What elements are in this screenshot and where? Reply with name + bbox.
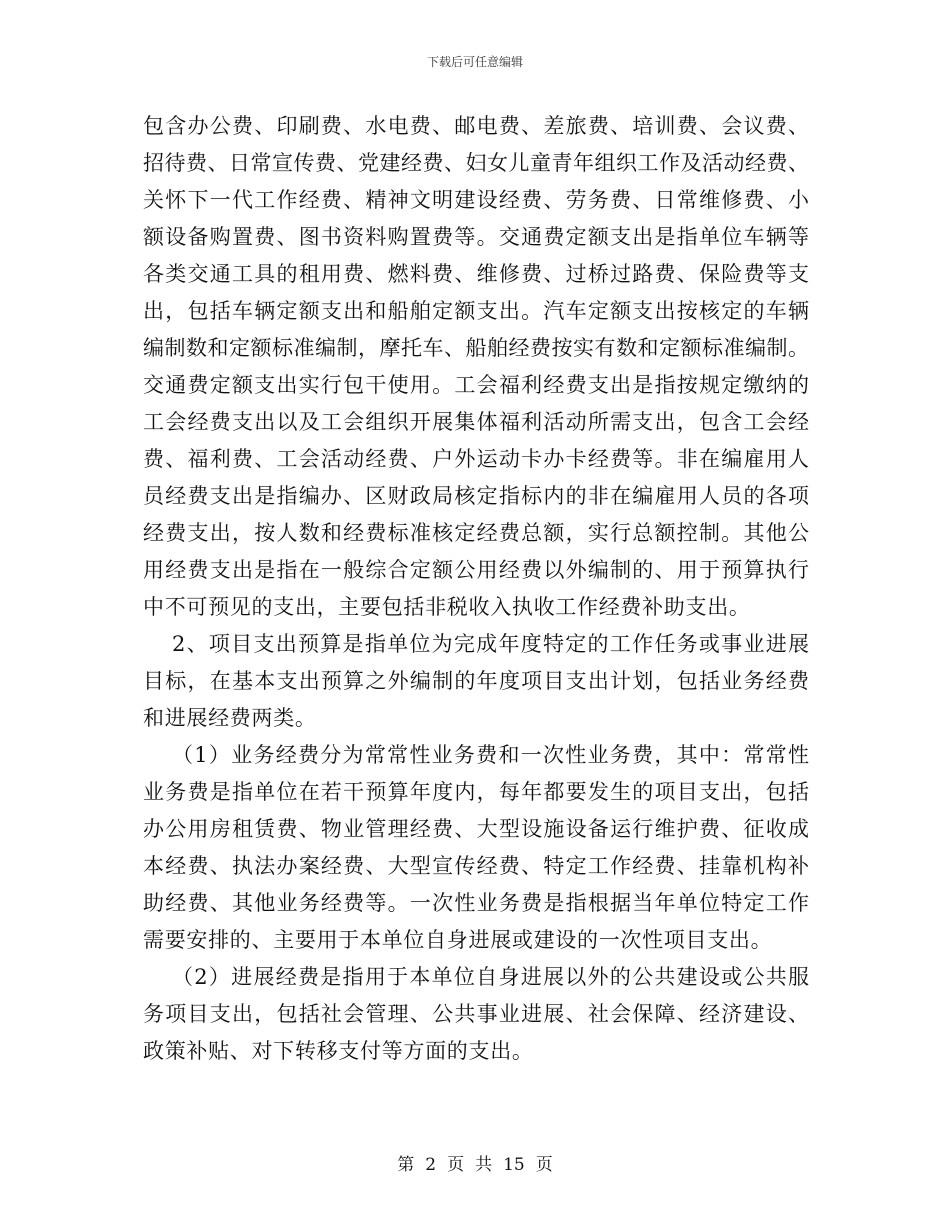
text-line: 政策补贴、对下转移支付等方面的支出。 [143,1039,534,1063]
footer-prefix: 第 [397,1155,415,1175]
text-line: 目标，在基本支出预算之外编制的年度项目支出计划，包括业务经费 [143,669,809,693]
text-line: 各类交通工具的租用费、燃料费、维修费、过桥过路费、保险费等支 [143,262,809,286]
footer-page-word: 页 [447,1155,465,1175]
text-line: 关怀下一代工作经费、精神文明建设经费、劳务费、日常维修费、小 [143,188,809,212]
paragraph [143,626,809,737]
text-line: 务项目支出，包括社会管理、公共事业进展、社会保障、经济建设、 [143,1002,809,1026]
text-line: 包含办公费、印刷费、水电费、邮电费、差旅费、培训费、会议费、 [143,114,809,138]
text-line: 出，包括车辆定额支出和船舶定额支出。汽车定额支出按核定的车辆 [143,299,809,323]
paragraph [143,108,809,626]
text-line: 员经费支出是指编办、区财政局核定指标内的非在编雇用人员的各项 [143,484,809,508]
page-number: 2 [425,1155,437,1175]
text-line: 额设备购置费、图书资料购置费等。交通费定额支出是指单位车辆等 [143,225,809,249]
text-line: 本经费、执法办案经费、大型宣传经费、特定工作经费、挂靠机构补 [143,854,809,878]
text-line: 用经费支出是指在一般综合定额公用经费以外编制的、用于预算执行 [143,558,809,582]
footer-total-word: 共 [475,1155,493,1175]
paragraph [143,959,809,1070]
paragraph [143,737,809,959]
text-line: 业务费是指单位在若干预算年度内，每年都要发生的项目支出，包括 [143,780,809,804]
footer-suffix: 页 [535,1155,553,1175]
text-line: 招待费、日常宣传费、党建经费、妇女儿童青年组织工作及活动经费、 [143,151,809,175]
text-line: 费、福利费、工会活动经费、户外运动卡办卡经费等。非在编雇用人 [143,447,809,471]
text-line: 编制数和定额标准编制，摩托车、船舶经费按实有数和定额标准编制。 [143,336,809,360]
page-footer [0,1152,950,1178]
text-line: 交通费定额支出实行包干使用。工会福利经费支出是指按规定缴纳的 [143,373,809,397]
text-line: 工会经费支出以及工会组织开展集体福利活动所需支出，包含工会经 [143,410,809,434]
text-line: （1）业务经费分为常常性业务费和一次性业务费，其中：常常性 [172,743,809,767]
page-header-note: 下载后可任意编辑 [426,55,523,69]
text-line: 和进展经费两类。 [143,706,317,730]
document-body [143,108,809,1070]
text-line: 2、项目支出预算是指单位为完成年度特定的工作任务或事业进展 [172,632,809,656]
text-line: （2）进展经费是指用于本单位自身进展以外的公共建设或公共服 [172,965,809,989]
total-pages: 15 [503,1155,525,1175]
text-line: 需要安排的、主要用于本单位自身进展或建设的一次性项目支出。 [143,928,773,952]
text-line: 经费支出，按人数和经费标准核定经费总额，实行总额控制。其他公 [143,521,809,545]
text-line: 办公用房租赁费、物业管理经费、大型设施设备运行维护费、征收成 [143,817,809,841]
text-line: 助经费、其他业务经费等。一次性业务费是指根据当年单位特定工作 [143,891,809,915]
text-line: 中不可预见的支出，主要包括非税收入执收工作经费补助支出。 [143,595,751,619]
